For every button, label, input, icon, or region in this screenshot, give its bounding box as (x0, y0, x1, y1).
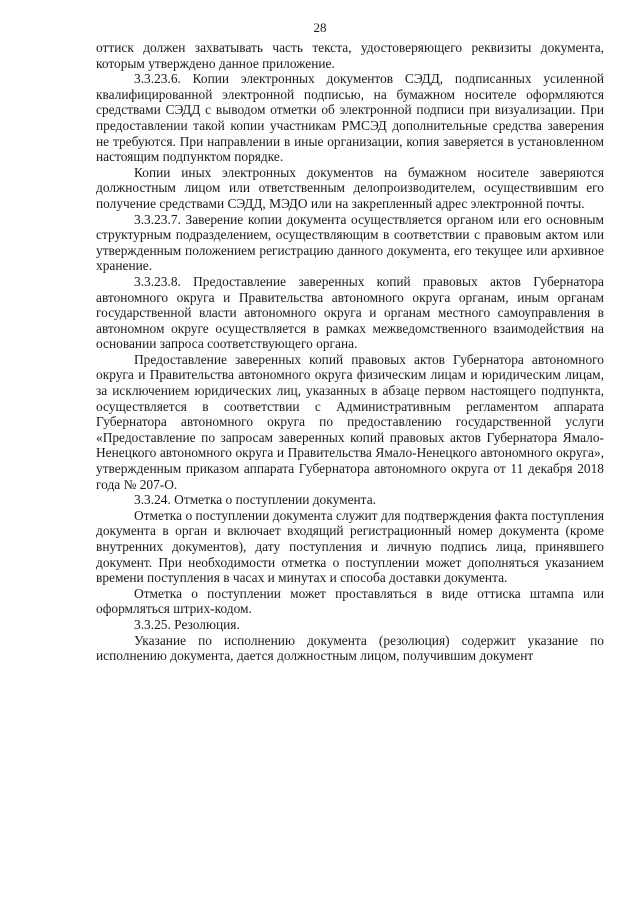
paragraph-electronic-copies: Копии иных электронных документов на бумажном носителе заверяются должностным лицом или ответственным делопроизводителем, осуществившим его получение средствами СЭДД, МЭДО или на закрепленный адрес электронной почты. (96, 164, 604, 211)
paragraph-continuation: оттиск должен захватывать часть текста, удостоверяющего реквизиты документа, которым утверждено данное приложение. (96, 40, 604, 71)
paragraph-3-3-23-6: 3.3.23.6. Копии электронных документов СЭДД, подписанных усиленной квалифицированной электронной подписью, на бумажном носителе оформляются средствами СЭДД с выводом отметки об электронной подписи при визуализации. При предоставлении такой копии участникам РМСЭД дополнительные средства заверения не требуются. При направлении в иные организации, копия заверяется в установленном настоящим подпунктом порядке. (96, 71, 604, 165)
paragraph-receipt-stamp: Отметка о поступлении может проставляться в виде оттиска штампа или оформляться штрих-кодом. (96, 585, 604, 617)
paragraph-3-3-23-7: 3.3.23.7. Заверение копии документа осуществляется органом или его основным структурным подразделением, осуществляющим в соответствии с правовым актом или утвержденным положением регистрацию данного документа, его текущее или архивное хранение. (96, 211, 604, 274)
section-heading-3-3-25: 3.3.25. Резолюция. (134, 616, 240, 632)
section-heading-3-3-24: 3.3.24. Отметка о поступлении документа. (134, 492, 376, 508)
paragraph-receipt-mark: Отметка о поступлении документа служит для подтверждения факта поступления документа в орган и включает входящий регистрационный номер документа (кроме внутренних документов), дату поступления и личную подпись лица, принявшего документ. При необходимости отметка о поступлении может дополняться указанием времени поступления в часах и минутах и способа доставки документа. (96, 507, 604, 586)
document-body (96, 40, 604, 664)
paragraph-resolution: Указание по исполнению документа (резолюция) содержит указание по исполнению документа, дается должностным лицом, получившим документ (96, 632, 604, 664)
page-number: 28 (313, 20, 327, 35)
paragraph-copies-to-persons: Предоставление заверенных копий правовых актов Губернатора автономного округа и Правительства автономного округа физическим лицам и юридическим лицам, за исключением юридических лиц, указанных в абзаце первом настоящего подпункта, осуществляется в соответствии с Административным регламентом аппарата Губернатора автономного округа по предоставлению государственной услуги «Предоставление по запросам заверенных копий правовых актов Губернатора Ямало-Ненецкого автономного округа и Правительства Ямало-Ненецкого автономного округа», утвержденным приказом аппарата Губернатора автономного округа от 11 декабря 2018 года № 207-О. (96, 351, 604, 492)
paragraph-3-3-23-8: 3.3.23.8. Предоставление заверенных копий правовых актов Губернатора автономного округа и Правительства автономного округа органам, иным органам государственной власти автономного округа и органам местного самоуправления в автономном округе осуществляется в рамках межведомственного взаимодействия на основании запроса соответствующего органа. (96, 273, 604, 352)
